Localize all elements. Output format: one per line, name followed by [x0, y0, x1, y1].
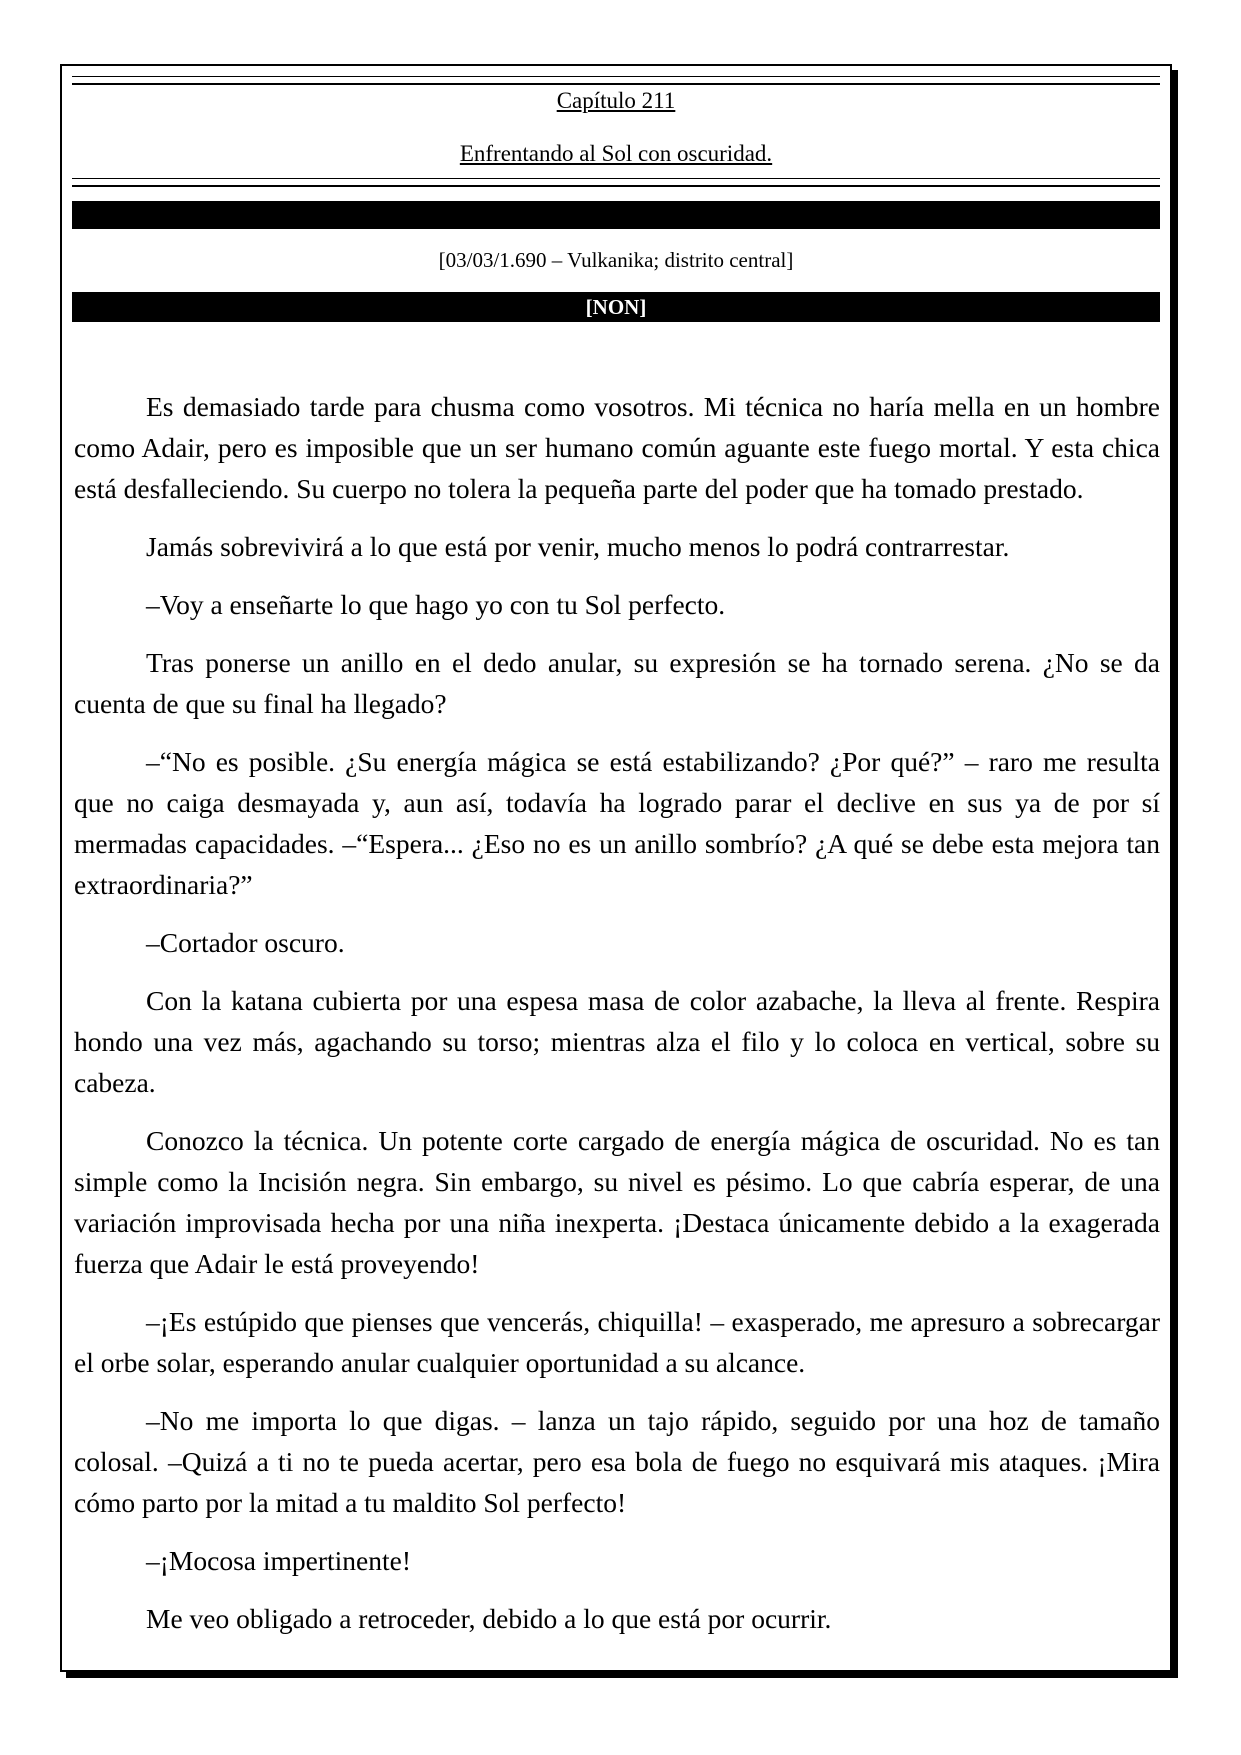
paragraph: Tras ponerse un anillo en el dedo anular, su expresión se ha tornado serena. ¿No se da cuenta de que su final ha llegado? [74, 647, 1160, 719]
chapter-body [74, 386, 1160, 1656]
paragraph: –¡Mocosa impertinente! [146, 1545, 411, 1576]
paragraph: Con la katana cubierta por una espesa masa de color azabache, la lleva al frente. Respira hondo una vez más, agachando su torso; mientras alza el filo y lo coloca en vertical, sobre su cabeza. [74, 985, 1160, 1098]
chapter-title: Enfrentando al Sol con oscuridad. [459, 141, 773, 166]
paragraph: Jamás sobrevivirá a lo que está por venir, mucho menos lo podrá contrarrestar. [146, 531, 1010, 562]
header-bottom-rule [72, 178, 1160, 187]
paragraph: –Cortador oscuro. [146, 927, 345, 958]
paragraph: –¡Es estúpido que pienses que vencerás, chiquilla! – exasperado, me apresuro a sobrecargar el orbe solar, esperando anular cualquier oportunidad a su alcance. [74, 1306, 1160, 1378]
separator-bar [72, 201, 1160, 229]
date-location: [03/03/1.690 – Vulkanika; distrito central] [438, 248, 794, 272]
page-frame [60, 64, 1172, 1672]
chapter-number: Capítulo 211 [556, 88, 676, 113]
pov-bar: [NON] [72, 292, 1160, 322]
paragraph: –Voy a enseñarte lo que hago yo con tu Sol perfecto. [146, 589, 726, 620]
paragraph: Conozco la técnica. Un potente corte cargado de energía mágica de oscuridad. No es tan simple como la Incisión negra. Sin embargo, su nivel es pésimo. Lo que cabría esperar, de una variación improvisada hecha por una niña inexperta. ¡Destaca únicamente debido a la exagerada fuerza que Adair le está proveyendo! [74, 1125, 1160, 1279]
paragraph: –No me importa lo que digas. – lanza un tajo rápido, seguido por una hoz de tamaño colosal. –Quizá a ti no te pueda acertar, pero esa bola de fuego no esquivará mis ataques. ¡Mira cómo parto por la mitad a tu maldito Sol perfecto! [74, 1405, 1160, 1518]
paragraph: –“No es posible. ¿Su energía mágica se está estabilizando? ¿Por qué?” – raro me resulta que no caiga desmayada y, aun así, todavía ha logrado parar el declive en sus ya de por sí mermadas capacidades. –“Espera... ¿Eso no es un anillo sombrío? ¿A qué se debe esta mejora tan extraordinaria?” [74, 746, 1160, 900]
header-top-rule [72, 76, 1160, 85]
paragraph: Es demasiado tarde para chusma como vosotros. Mi técnica no haría mella en un hombre como Adair, pero es imposible que un ser humano común aguante este fuego mortal. Y esta chica está desfalleciendo. Su cuerpo no tolera la pequeña parte del poder que ha tomado prestado. [74, 391, 1160, 504]
paragraph: Me veo obligado a retroceder, debido a lo que está por ocurrir. [146, 1603, 832, 1634]
